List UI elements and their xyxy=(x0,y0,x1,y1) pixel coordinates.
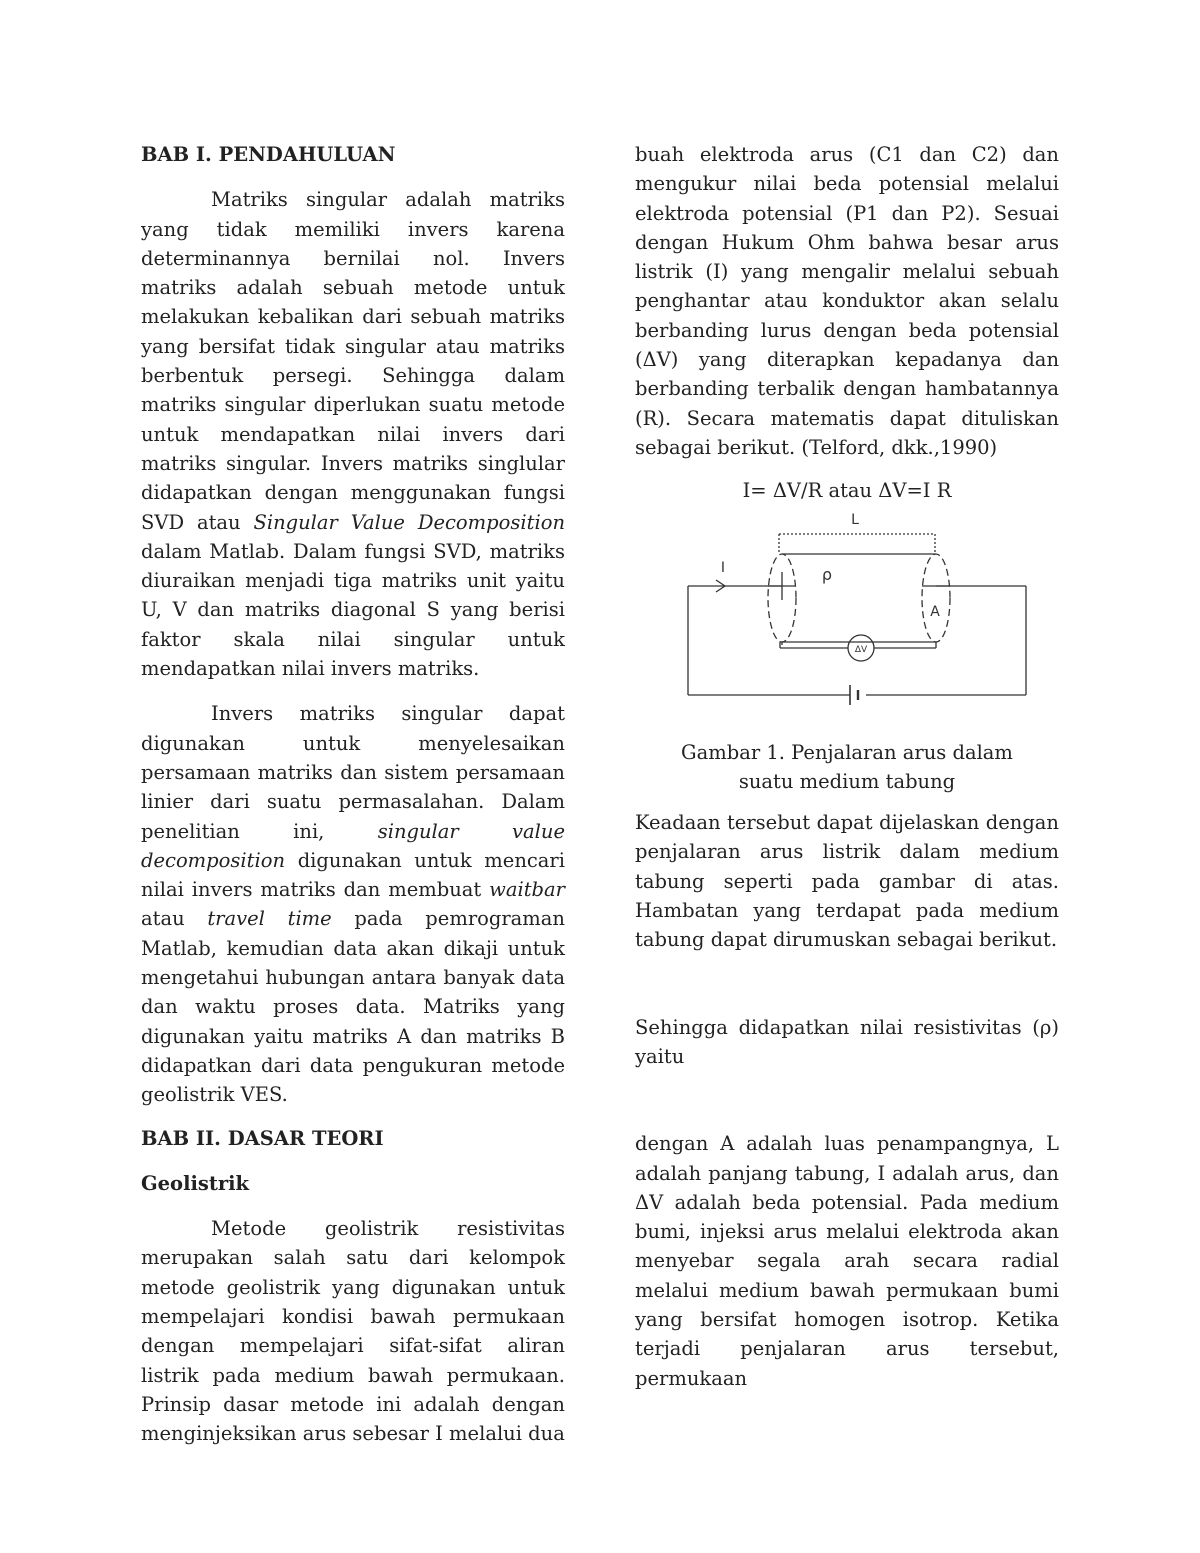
formula-ohm: I= ΔV/R atau ΔV=I R xyxy=(742,479,952,503)
equation-placeholder-1 xyxy=(635,955,1059,1013)
italic-svd-lower: singular value decomposition xyxy=(141,819,566,872)
label-area: A xyxy=(930,603,940,620)
paragraph-intro-2-a: Invers matriks singular dapat digunakan untuk menyelesaikan persamaan matriks dan sistem persamaan linier dari suatu permasalahan. Dalam penelitian ini, xyxy=(141,702,565,843)
right-column xyxy=(635,140,1059,1393)
heading-bab-1: BAB I. PENDAHULUAN xyxy=(141,143,396,166)
tube-current-diagram xyxy=(685,510,1035,710)
paragraph-medium-bumi: dengan A adalah luas penampangnya, L adalah panjang tabung, I adalah arus, dan ΔV adalah beda potensial. Pada medium bumi, injeksi arus melalui elektroda akan menyebar segala arah secara radial melalui medium bawah permukaan bumi yang bersifat homogen isotrop. Ketika terjadi penjalaran arus tersebut, permukaan xyxy=(635,1132,1059,1390)
paragraph-intro-2-b: digunakan untuk mencari nilai invers matriks dan membuat xyxy=(141,848,565,902)
italic-travel-time: travel time xyxy=(207,907,332,931)
italic-svd: Singular Value Decomposition xyxy=(253,510,565,534)
heading-bab-2: BAB II. DASAR TEORI xyxy=(141,1126,384,1150)
equation-placeholder-2 xyxy=(635,1071,1059,1129)
paragraph-intro-1-end: dalam Matlab. Dalam fungsi SVD, matriks diuraikan menjadi tiga matriks unit yaitu U, V dan matriks diagonal S yang berisi faktor skala nilai singular untuk mendapatkan nilai invers matriks. xyxy=(141,539,565,681)
paragraph-intro-2-d: pada pemrograman Matlab, kemudian data akan dikaji untuk mengetahui hubungan antara banyak data dan waktu proses data. Matriks yang digunakan yaitu matriks A dan matriks B didapatkan dari data pengukuran metode geolistrik VES. xyxy=(141,907,565,1107)
right-electrode-ellipse xyxy=(922,554,950,642)
paragraph-intro-1 xyxy=(141,185,565,683)
paragraph-ohm: buah elektroda arus (C1 dan C2) dan mengukur nilai beda potensial melalui elektroda potensial (P1 dan P2). Sesuai dengan Hukum Ohm bahwa besar arus listrik (I) yang mengalir melalui sebuah penghantar atau konduktor akan selalu berbanding lurus dengan beda potensial (ΔV) yang diterapkan kepadanya dan berbanding terbalik dengan hambatannya (R). Secara matematis dapat dituliskan sebagai berikut. (Telford, dkk.,1990) xyxy=(635,143,1059,459)
label-length: L xyxy=(851,511,859,528)
left-column xyxy=(141,140,565,1448)
italic-waitbar: waitbar xyxy=(489,878,565,902)
paragraph-resistivitas: Sehingga didapatkan nilai resistivitas (ρ) yaitu xyxy=(635,1015,1059,1068)
paragraph-intro-2-c: atau xyxy=(141,907,185,931)
figure-caption: Gambar 1. Penjalaran arus dalam suatu medium tabung xyxy=(681,740,1013,793)
label-rho: ρ xyxy=(821,564,833,584)
heading-geolistrik: Geolistrik xyxy=(141,1171,250,1195)
label-delta-v: ΔV xyxy=(854,644,868,655)
label-current: I xyxy=(720,559,726,576)
paragraph-intro-1-text: Matriks singular adalah matriks yang tidak memiliki invers karena determinannya bernilai nol. Invers matriks adalah sebuah metode untuk melakukan kebalikan dari sebuah matriks yang bersifat tidak singular atau matriks berbentuk persegi. Sehingga dalam matriks singular diperlukan suatu metode untuk mendapatkan nilai invers dari matriks singular. Invers matriks singlular didapatkan dengan menggunakan fungsi SVD atau xyxy=(141,188,565,534)
paragraph-geolistrik: Metode geolistrik resistivitas merupakan salah satu dari kelompok metode geolistrik yang digunakan untuk mempelajari kondisi bawah permukaan dengan mempelajari sifat-sifat aliran listrik pada medium bawah permukaan. Prinsip dasar metode ini adalah dengan menginjeksikan arus sebesar I melalui dua xyxy=(141,1217,565,1446)
paragraph-keadaan: Keadaan tersebut dapat dijelaskan dengan penjalaran arus listrik dalam medium tabung seperti pada gambar di atas. Hambatan yang terdapat pada medium tabung dapat dirumuskan sebagai berikut. xyxy=(635,811,1059,952)
paragraph-intro-2 xyxy=(141,699,565,1109)
